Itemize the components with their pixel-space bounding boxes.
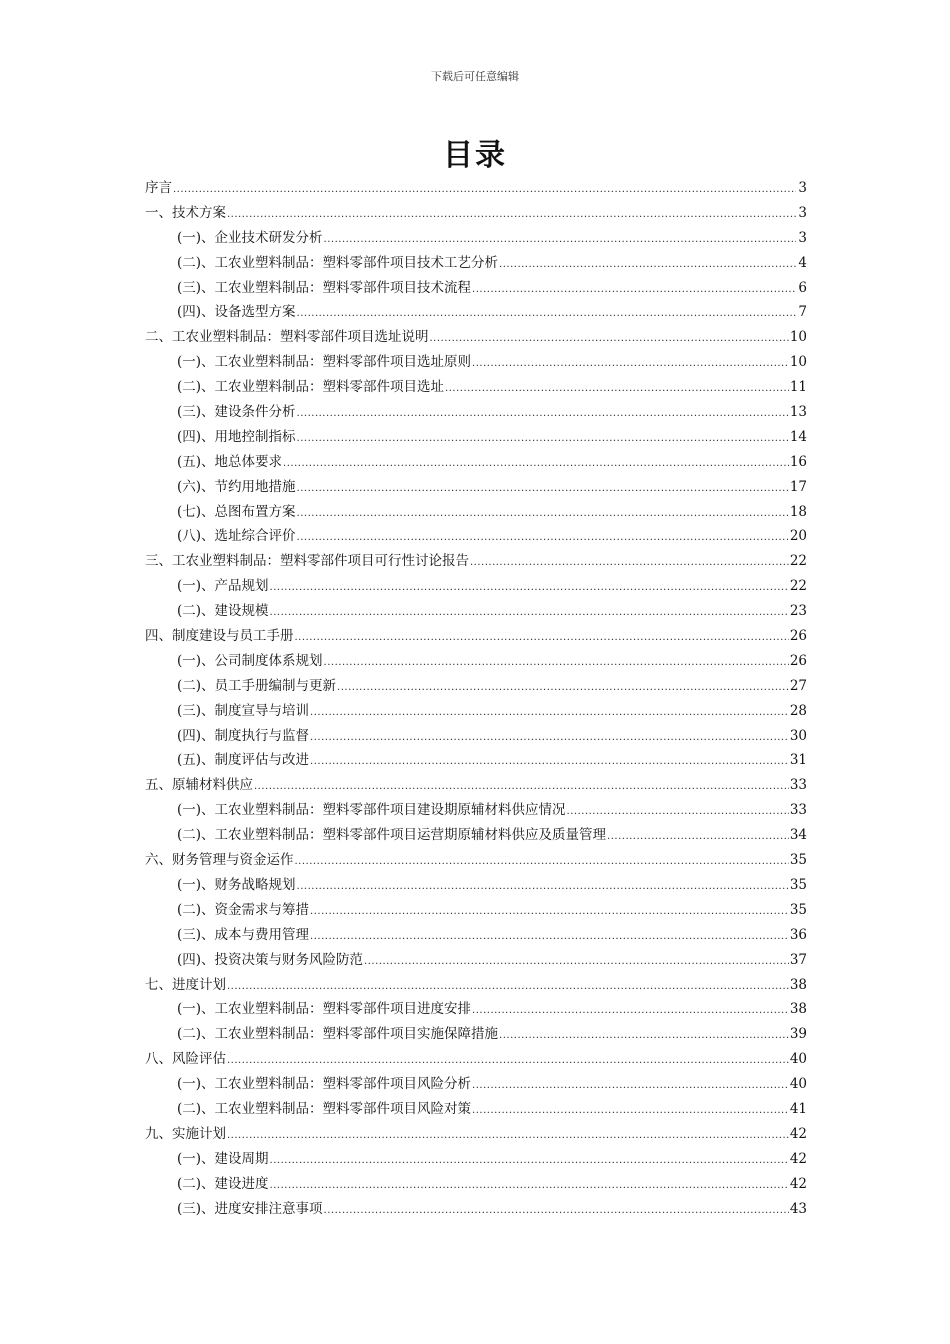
toc-page-number: 27 [789,677,807,694]
toc-subentry[interactable] [145,226,807,251]
toc-leader-dots [310,732,789,743]
toc-page-number: 35 [789,852,807,869]
toc-subentry[interactable] [145,1172,807,1197]
toc-entry-label: (二)、工农业塑料制品：塑料零部件项目运营期原辅材料供应及质量管理 [177,827,607,844]
toc-page-number: 28 [789,702,807,719]
toc-subentry[interactable] [145,1022,807,1047]
toc-subentry[interactable] [145,997,807,1022]
toc-leader-dots [445,383,789,394]
toc-entry-label: (四)、用地控制指标 [177,428,296,445]
toc-subentry[interactable] [145,748,807,773]
toc-leader-dots [310,707,789,718]
toc-leader-dots [324,1205,789,1216]
toc-page-number: 39 [789,1026,807,1043]
toc-leader-dots [297,508,789,519]
toc-page-number: 14 [789,428,807,445]
toc-entry-label: (一)、公司制度体系规划 [177,652,323,669]
toc-page-number: 18 [789,503,807,520]
page-header: 下载后可任意编辑 [431,70,519,83]
toc-page-number: 10 [789,354,807,371]
toc-page-number: 7 [798,304,807,321]
toc-leader-dots [324,234,796,245]
toc-subentry[interactable] [145,948,807,973]
toc-page-number: 35 [789,876,807,893]
toc-page-number: 34 [789,827,807,844]
toc-entry[interactable] [145,1122,807,1147]
toc-page-number: 3 [798,204,807,221]
toc-entry-label: 六、财务管理与资金运作 [145,852,294,869]
toc-leader-dots [297,532,789,543]
toc-leader-dots [295,856,789,867]
toc-page-number: 33 [789,802,807,819]
toc-page-number: 10 [789,329,807,346]
toc-leader-dots [297,881,789,892]
toc-entry-label: (一)、财务战略规划 [177,876,296,893]
toc-leader-dots [607,831,789,842]
toc-entry-label: (一)、工农业塑料制品：塑料零部件项目选址原则 [177,354,472,371]
toc-subentry[interactable] [145,923,807,948]
toc-leader-dots [173,184,796,195]
toc-entry-label: (五)、制度评估与改进 [177,752,310,769]
toc-entry-label: (二)、工农业塑料制品：塑料零部件项目实施保障措施 [177,1026,499,1043]
toc-leader-dots [297,483,789,494]
toc-leader-dots [310,756,789,767]
toc-entry-label: (六)、节约用地措施 [177,478,296,495]
toc-leader-dots [472,358,789,369]
toc-page-number: 13 [789,404,807,421]
toc-entry-label: (四)、设备选型方案 [177,304,296,321]
toc-entry-label: 九、实施计划 [145,1125,226,1142]
toc-leader-dots [567,806,789,817]
toc-entry-label: (七)、总图布置方案 [177,503,296,520]
toc-leader-dots [270,1155,789,1166]
toc-entry-label: 一、技术方案 [145,204,226,221]
toc-leader-dots [270,1180,789,1191]
toc-page-number: 36 [789,926,807,943]
toc-entry[interactable] [145,325,807,350]
toc-entry[interactable] [145,848,807,873]
toc-entry[interactable] [145,176,807,201]
toc-page-number: 26 [789,652,807,669]
toc-page-number: 40 [789,1076,807,1093]
toc-page-number: 11 [789,379,807,396]
toc-subentry[interactable] [145,251,807,276]
toc-page-number: 6 [798,279,807,296]
toc-leader-dots [310,906,789,917]
toc-entry-label: 七、进度计划 [145,976,226,993]
toc-page-number: 17 [789,478,807,495]
toc-page-number: 31 [789,752,807,769]
toc-entry-label: (一)、工农业塑料制品：塑料零部件项目进度安排 [177,1001,472,1018]
toc-entry-label: (一)、建设周期 [177,1150,269,1167]
toc-leader-dots [295,632,789,643]
toc-entry-label: (一)、工农业塑料制品：塑料零部件项目风险分析 [177,1076,472,1093]
toc-entry-label: (二)、建设规模 [177,603,269,620]
toc-subentry[interactable] [145,873,807,898]
toc-entry-label: 二、工农业塑料制品：塑料零部件项目选址说明 [145,329,429,346]
toc-subentry[interactable] [145,500,807,525]
toc-subentry[interactable] [145,699,807,724]
toc-subentry[interactable] [145,300,807,325]
toc-leader-dots [470,557,789,568]
toc-entry-label: (三)、制度宣导与培训 [177,702,310,719]
toc-subentry[interactable] [145,724,807,749]
toc-page-number: 3 [798,229,807,246]
toc-subentry[interactable] [145,524,807,549]
toc-subentry[interactable] [145,674,807,699]
toc-subentry[interactable] [145,823,807,848]
toc-entry-label: 序言 [145,180,172,196]
toc-entry-label: (五)、地总体要求 [177,453,283,470]
toc-entry-label: (一)、工农业塑料制品：塑料零部件项目建设期原辅材料供应情况 [177,802,566,819]
toc-leader-dots [337,682,789,693]
toc-entry-label: (一)、产品规划 [177,578,269,595]
toc-leader-dots [472,284,796,295]
toc-subentry[interactable] [145,574,807,599]
toc-entry[interactable] [145,549,807,574]
toc-leader-dots [364,956,789,967]
toc-subentry[interactable] [145,475,807,500]
toc-subentry[interactable] [145,649,807,674]
toc-page-number: 26 [789,628,807,645]
toc-page-number: 23 [789,603,807,620]
toc-leader-dots [270,582,789,593]
toc-entry[interactable] [145,201,807,226]
toc-entry-label: (八)、选址综合评价 [177,528,296,545]
toc-leader-dots [430,333,789,344]
toc-subentry[interactable] [145,1097,807,1122]
toc-entry[interactable] [145,773,807,798]
toc-subentry[interactable] [145,1072,807,1097]
table-of-contents [145,176,807,1221]
toc-leader-dots [227,1130,789,1141]
toc-leader-dots [283,458,789,469]
toc-page-number: 35 [789,901,807,918]
toc-leader-dots [297,408,789,419]
toc-page-number: 38 [789,976,807,993]
toc-entry-label: 五、原辅材料供应 [145,777,253,794]
toc-subentry[interactable] [145,425,807,450]
toc-subentry[interactable] [145,898,807,923]
toc-entry-label: (三)、进度安排注意事项 [177,1200,323,1217]
toc-leader-dots [310,931,789,942]
toc-leader-dots [472,1105,789,1116]
toc-leader-dots [472,1005,789,1016]
toc-page-number: 22 [789,578,807,595]
toc-leader-dots [227,209,796,220]
toc-subentry[interactable] [145,1147,807,1172]
toc-leader-dots [270,607,789,618]
toc-entry-label: (二)、工农业塑料制品：塑料零部件项目风险对策 [177,1100,472,1117]
toc-entry-label: 四、制度建设与员工手册 [145,628,294,645]
toc-page-number: 42 [789,1125,807,1142]
toc-subentry[interactable] [145,350,807,375]
toc-subentry[interactable] [145,599,807,624]
toc-subentry[interactable] [145,450,807,475]
toc-entry-label: 三、工农业塑料制品：塑料零部件项目可行性讨论报告 [145,553,469,570]
toc-page-number: 16 [789,453,807,470]
toc-page-number: 3 [798,180,807,196]
toc-leader-dots [297,433,789,444]
toc-entry[interactable] [145,624,807,649]
toc-page-number: 4 [798,254,807,271]
toc-page-number: 41 [789,1100,807,1117]
toc-page-number: 22 [789,553,807,570]
toc-leader-dots [472,1080,789,1091]
toc-page-number: 33 [789,777,807,794]
toc-page-number: 42 [789,1150,807,1167]
toc-entry-label: (二)、资金需求与筹措 [177,901,310,918]
toc-subentry[interactable] [145,798,807,823]
toc-subentry[interactable] [145,1197,807,1222]
toc-page-number: 20 [789,528,807,545]
toc-entry-label: (二)、建设进度 [177,1175,269,1192]
toc-entry-label: (二)、工农业塑料制品：塑料零部件项目技术工艺分析 [177,254,499,271]
toc-leader-dots [499,1030,789,1041]
page-title: 目录 [443,138,507,173]
toc-page-number: 30 [789,727,807,744]
toc-entry-label: 八、风险评估 [145,1051,226,1068]
toc-leader-dots [499,259,796,270]
toc-leader-dots [324,657,789,668]
toc-entry-label: (二)、工农业塑料制品：塑料零部件项目选址 [177,379,445,396]
toc-entry[interactable] [145,1047,807,1072]
toc-entry-label: (二)、员工手册编制与更新 [177,677,337,694]
toc-entry-label: (四)、投资决策与财务风险防范 [177,951,364,968]
toc-page-number: 42 [789,1175,807,1192]
toc-subentry[interactable] [145,400,807,425]
toc-entry[interactable] [145,973,807,998]
toc-page-number: 40 [789,1051,807,1068]
toc-leader-dots [254,781,789,792]
toc-page-number: 43 [789,1200,807,1217]
toc-leader-dots [227,1055,789,1066]
toc-subentry[interactable] [145,375,807,400]
toc-leader-dots [297,308,796,319]
toc-page-number: 37 [789,951,807,968]
toc-entry-label: (四)、制度执行与监督 [177,727,310,744]
toc-entry-label: (三)、工农业塑料制品：塑料零部件项目技术流程 [177,279,472,296]
toc-entry-label: (一)、企业技术研发分析 [177,229,323,246]
toc-subentry[interactable] [145,276,807,301]
toc-page-number: 38 [789,1001,807,1018]
toc-entry-label: (三)、建设条件分析 [177,404,296,421]
toc-entry-label: (三)、成本与费用管理 [177,926,310,943]
toc-leader-dots [227,981,789,992]
